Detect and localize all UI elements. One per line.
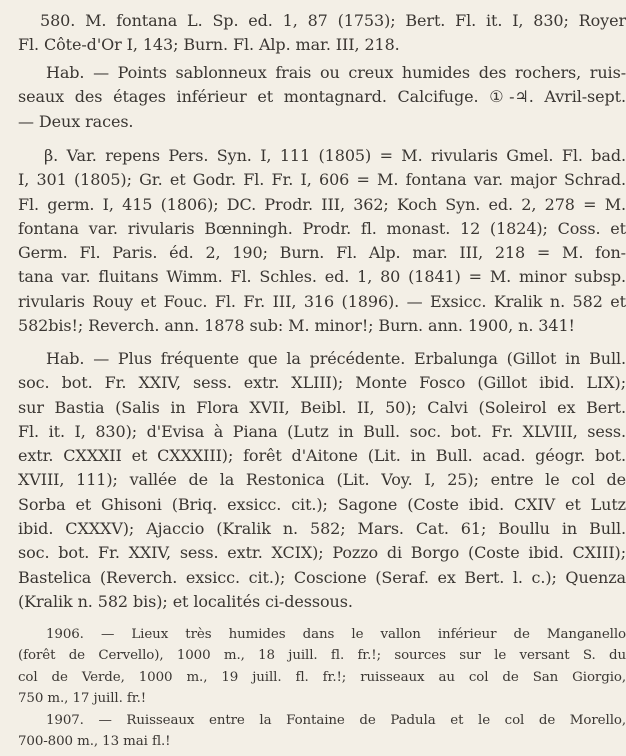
variety-line: fontana var. rivularis Bœnningh. Prodr. fl. monast. 12 (1824); Coss. et [18,218,626,238]
variety-line: rivularis Rouy et Fouc. Fl. Fr. III, 316 (1896). — Exsicc. Kralik n. 582 et [18,291,626,311]
variety-line: β. Var. repens Pers. Syn. I, 111 (1805) = M. rivularis Gmel. Fl. bad. [44,146,626,165]
variety-line: tana var. fluitans Wimm. Fl. Schles. ed. 1, 80 (1841) = M. minor subsp. [18,267,626,287]
variety-line: I, 301 (1805); Gr. et Godr. Fl. Fr. I, 606 = M. fontana var. major Schrad. [18,170,626,190]
habitat-line: Sorba et Ghisoni (Briq. exsicc. cit.); Sagone (Coste ibid. CXIV et Lutz [18,494,626,514]
habitat-line: sur Bastia (Salis in Flora XVII, Beibl. II, 50); Calvi (Soleirol ex Bert. [18,397,626,417]
record-1907 [0,710,626,753]
habitat-line: Hab. — Plus fréquente que la précédente. Erbalunga (Gillot in Bull. [46,349,626,368]
habitat-line: XVIII, 111); vallée de la Restonica (Lit. Voy. I, 25); entre le col de [18,470,626,490]
habitat-line: (Kralik n. 582 bis); et localités ci-dessous. [18,591,353,611]
species-entry [0,9,626,58]
habitat-line: soc. bot. Fr. XXIV, sess. extr. XLIII); Monte Fosco (Gillot ibid. LIX); [18,373,626,393]
variety-repens [0,144,626,338]
record-1906 [0,624,626,709]
habitat-line: soc. bot. Fr. XXIV, sess. extr. XCIX); Pozzo di Borgo (Coste ibid. CXIII); [18,543,626,563]
habitat-line: Hab. — Points sablonneux frais ou creux humides des rochers, ruis- [46,63,626,82]
habitat-line: Bastelica (Reverch. exsicc. cit.); Coscione (Seraf. ex Bert. l. c.); Quenza [18,567,626,587]
habitat-main [0,61,626,134]
variety-line: 582bis!; Reverch. ann. 1878 sub: M. minor!; Burn. ann. 1900, n. 341! [18,316,575,336]
species-line: Fl. Côte-d'Or I, 143; Burn. Fl. Alp. mar. III, 218. [18,35,400,55]
record-line: col de Verde, 1000 m., 19 juill. fl. fr.!; ruisseaux au col de San Giorgio, [18,669,626,685]
record-line: 700-800 m., 13 mai fl.! [18,734,171,750]
record-line: (forêt de Cervello), 1000 m., 18 juill. fl. fr.!; sources sur le versant S. du [18,648,626,664]
variety-line: Fl. germ. I, 415 (1806); DC. Prodr. III, 362; Koch Syn. ed. 2, 278 = M. [18,194,626,214]
record-line: 1907. — Ruisseaux entre la Fontaine de Padula et le col de Morello, [46,713,626,728]
habitat-line: ibid. CXXXV); Ajaccio (Kralik n. 582; Mars. Cat. 61; Boullu in Bull. [18,519,626,539]
record-line: 1906. — Lieux très humides dans le vallon inférieur de Manganello [46,627,626,642]
variety-habitat [0,347,626,614]
habitat-line: seaux des étages inférieur et montagnard. Calcifuge. ①-♃. Avril-sept. [18,87,626,107]
record-line: 750 m., 17 juill. fr.! [18,690,147,706]
species-line: 580. M. fontana L. Sp. ed. 1, 87 (1753); Bert. Fl. it. I, 830; Royer [40,11,626,30]
habitat-line: — Deux races. [18,111,134,131]
habitat-line: extr. CXXXII et CXXXIII); forêt d'Aitone (Lit. in Bull. acad. géogr. bot. [18,446,626,466]
habitat-line: Fl. it. I, 830); d'Evisa à Piana (Lutz in Bull. soc. bot. Fr. XLVIII, sess. [18,421,626,441]
variety-line: Germ. Fl. Paris. éd. 2, 190; Burn. Fl. Alp. mar. III, 218 = M. fon- [18,243,626,263]
